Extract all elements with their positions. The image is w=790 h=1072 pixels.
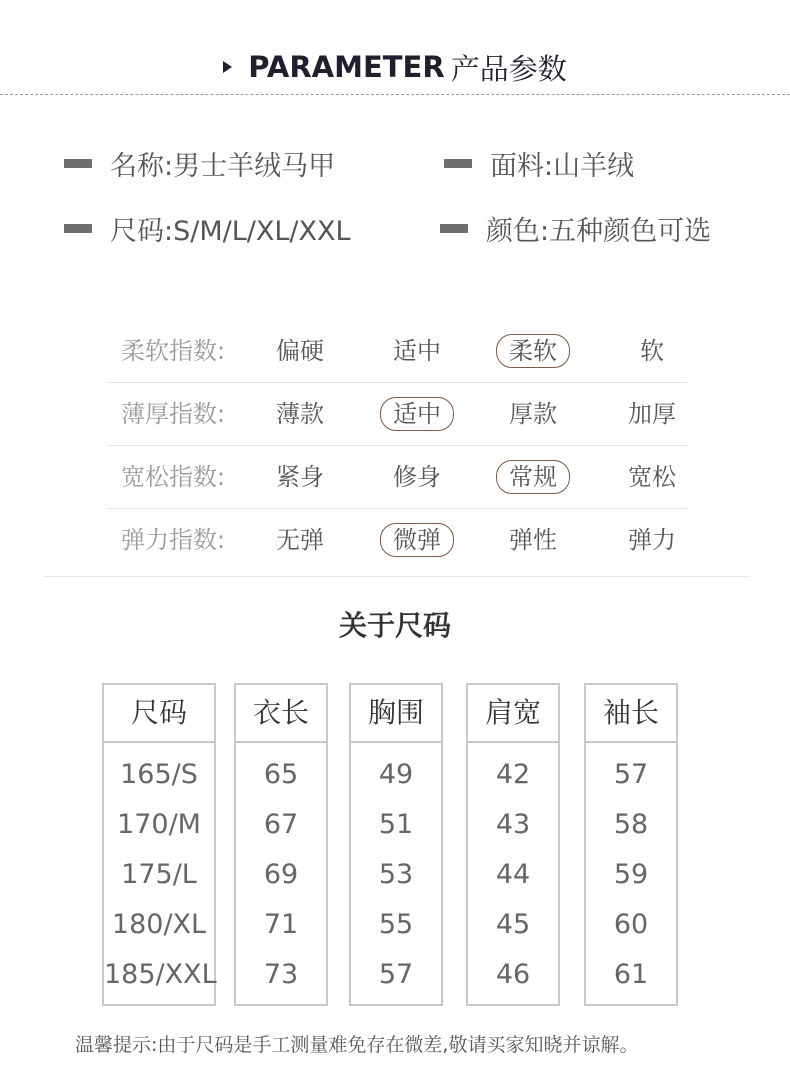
dashed-divider: [0, 94, 790, 95]
section-header: [0, 44, 790, 90]
size-cell: 44: [495, 859, 531, 890]
index-option-label: 常规: [496, 460, 570, 494]
size-cell: 175/L: [121, 859, 197, 890]
triangle-icon: [223, 61, 232, 73]
index-option-label: 适中: [380, 397, 454, 431]
size-column: [349, 683, 443, 1006]
bar-icon: [64, 224, 92, 233]
size-column-header: 衣长: [236, 685, 326, 743]
size-column: [584, 683, 678, 1006]
index-option-label: 紧身: [276, 463, 324, 491]
size-cell: 165/S: [120, 759, 198, 790]
index-option-label: 弹力: [628, 526, 676, 554]
index-option: [255, 509, 345, 571]
size-cell: 59: [613, 859, 649, 890]
size-cell: 60: [613, 909, 649, 940]
index-option: [488, 509, 578, 571]
index-option-selected: [372, 383, 462, 445]
index-option-label: 厚款: [509, 400, 557, 428]
size-cell: 51: [378, 809, 414, 840]
size-cell: 180/XL: [111, 909, 207, 940]
info-fabric-label: 面料:山羊绒: [490, 150, 635, 182]
index-option-selected: [488, 446, 578, 508]
size-column: [102, 683, 216, 1006]
info-size-label: 尺码:S/M/L/XL/XXL: [110, 215, 351, 247]
size-column-header: 袖长: [586, 685, 676, 743]
index-label: 宽松指数:: [121, 463, 226, 491]
index-option-label: 偏硬: [276, 337, 324, 365]
size-cell: 55: [378, 909, 414, 940]
index-option: [607, 383, 697, 445]
index-option-label: 宽松: [628, 463, 676, 491]
index-row: [107, 383, 687, 446]
size-cell: 53: [378, 859, 414, 890]
index-option: [255, 446, 345, 508]
size-cell: 49: [378, 759, 414, 790]
index-option: [255, 320, 345, 382]
size-cell: 65: [263, 759, 299, 790]
index-row: [107, 320, 687, 383]
bar-icon: [444, 159, 472, 168]
bar-icon: [440, 224, 468, 233]
size-cell: 58: [613, 809, 649, 840]
size-cell: 67: [263, 809, 299, 840]
info-name: [64, 143, 335, 183]
info-fabric: [444, 143, 634, 183]
index-row: [107, 509, 687, 571]
info-name-label: 名称:男士羊绒马甲: [110, 150, 336, 182]
size-cell: 61: [613, 959, 649, 990]
size-column: [466, 683, 560, 1006]
info-color-label: 颜色:五种颜色可选: [486, 215, 712, 247]
info-size: [64, 208, 351, 248]
index-option-label: 柔软: [496, 334, 570, 368]
header-title-zh: 产品参数: [450, 51, 567, 86]
index-option: [372, 446, 462, 508]
size-cell: 57: [613, 759, 649, 790]
index-option: [372, 320, 462, 382]
index-table: [107, 320, 687, 571]
size-note: 温馨提示:由于尺码是手工测量难免存在微差,敬请买家知晓并谅解。: [75, 1034, 639, 1056]
size-column: [234, 683, 328, 1006]
size-cell: 185/XXL: [104, 959, 217, 990]
index-option: [607, 446, 697, 508]
index-option-label: 修身: [393, 463, 441, 491]
index-option-label: 软: [640, 337, 664, 365]
index-option: [488, 383, 578, 445]
index-option-label: 加厚: [628, 400, 676, 428]
index-label: 柔软指数:: [121, 337, 226, 365]
size-column-header: 肩宽: [468, 685, 558, 743]
size-cell: 71: [263, 909, 299, 940]
index-label: 薄厚指数:: [121, 400, 226, 428]
size-cell: 69: [263, 859, 299, 890]
bar-icon: [64, 159, 92, 168]
size-cell: 73: [263, 959, 299, 990]
index-option: [607, 320, 697, 382]
index-option: [255, 383, 345, 445]
index-option-label: 微弹: [380, 523, 454, 557]
size-cell: 170/M: [117, 809, 201, 840]
size-column-header: 胸围: [351, 685, 441, 743]
index-option-label: 无弹: [276, 526, 324, 554]
index-option: [607, 509, 697, 571]
size-column-header: 尺码: [104, 685, 214, 743]
size-cell: 45: [495, 909, 531, 940]
size-cell: 43: [495, 809, 531, 840]
size-cell: 42: [495, 759, 531, 790]
index-option-selected: [488, 320, 578, 382]
index-option-selected: [372, 509, 462, 571]
index-option-label: 适中: [393, 337, 441, 365]
index-option-label: 弹性: [509, 526, 557, 554]
section-divider: [44, 576, 750, 577]
index-option-label: 薄款: [276, 400, 324, 428]
index-row: [107, 446, 687, 509]
header-title-en: PARAMETER: [248, 50, 445, 84]
size-cell: 57: [378, 959, 414, 990]
info-color: [440, 208, 711, 248]
size-cell: 46: [495, 959, 531, 990]
size-section-title: 关于尺码: [338, 609, 451, 642]
index-label: 弹力指数:: [121, 526, 226, 554]
